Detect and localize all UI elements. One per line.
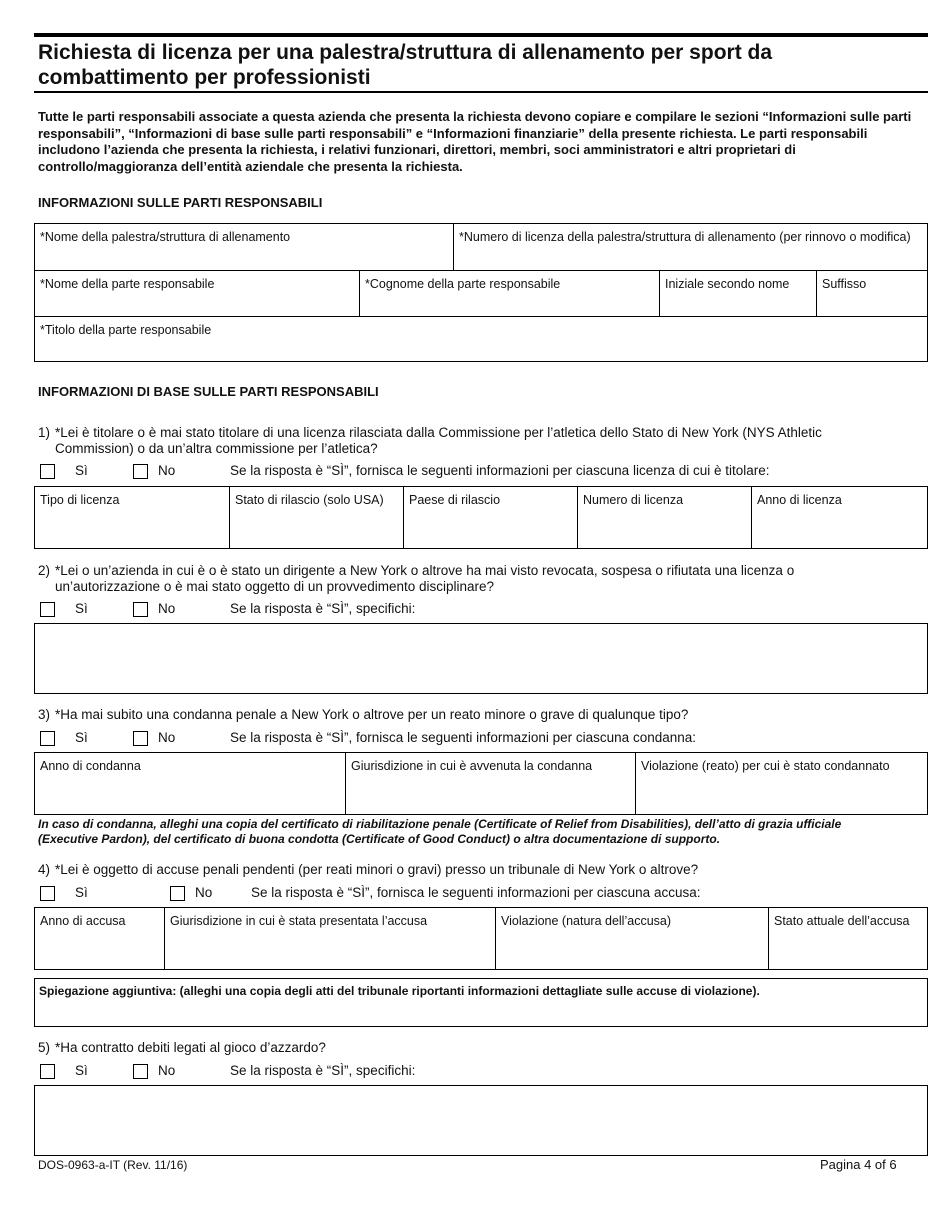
q4-status-field[interactable] (768, 908, 927, 969)
q3-yes-label: Sì (75, 730, 88, 745)
question-number: 5) (38, 1040, 51, 1055)
q1-country-field[interactable] (403, 487, 577, 548)
title-rule (34, 91, 928, 93)
question-2-text: *Lei o un’azienda in cui è o è stato un dirigente a New York o altrove ha mai visto revocata, sospesa o rifiutata una licenza o (55, 563, 795, 578)
q3-year-field[interactable] (35, 753, 345, 814)
column-header: Numero di licenza (583, 493, 684, 507)
question-4 (38, 862, 898, 878)
q3-no-checkbox[interactable] (133, 731, 148, 746)
q4-yes-label: Sì (75, 885, 88, 900)
row-gym (35, 224, 927, 270)
q4-charges-table (34, 907, 928, 970)
q5-yes-label: Sì (75, 1063, 88, 1078)
column-header: Giurisdizione in cui è avvenuta la condanna (351, 759, 593, 773)
column-header: Tipo di licenza (40, 493, 120, 507)
q3-note-line-2: (Executive Pardon), del certificato di buona condotta (Certificate of Good Conduct) o altra documentazione di supporto. (38, 832, 721, 846)
question-1-text: *Lei è titolare o è mai stato titolare di una licenza rilasciata dalla Commissione per l’atletica dello Stato di New York (NYS Athletic (55, 425, 822, 440)
suffix-label: Suffisso (822, 277, 867, 291)
q1-license-number-field[interactable] (577, 487, 751, 548)
last-name-label: *Cognome della parte responsabile (365, 277, 561, 291)
question-5 (38, 1040, 898, 1056)
middle-initial-label: Iniziale secondo nome (665, 277, 790, 291)
q1-if-yes-text: Se la risposta è “SÌ”, fornisca le seguenti informazioni per ciascuna licenza di cui è titolare: (230, 463, 770, 478)
q4-explanation-field[interactable] (34, 978, 928, 1027)
q1-yes-checkbox[interactable] (40, 464, 55, 479)
q3-jurisdiction-field[interactable] (345, 753, 635, 814)
q4-no-label: No (195, 885, 213, 900)
q2-yes-checkbox[interactable] (40, 602, 55, 617)
q1-yes-label: Sì (75, 463, 88, 478)
column-header: Paese di rilascio (409, 493, 501, 507)
q3-violation-field[interactable] (635, 753, 927, 814)
question-number: 1) (38, 425, 51, 440)
title-label: *Titolo della parte responsabile (40, 323, 212, 337)
column-header: Stato attuale dell’accusa (774, 914, 910, 928)
column-header: Violazione (natura dell’accusa) (501, 914, 672, 928)
question-number: 2) (38, 563, 51, 578)
question-2-text-cont: un’autorizzazione o è mai stato oggetto di un provvedimento disciplinare? (55, 579, 495, 594)
form-id: DOS-0963-a-IT (Rev. 11/16) (38, 1158, 188, 1172)
q2-no-checkbox[interactable] (133, 602, 148, 617)
q4-violation-field[interactable] (495, 908, 768, 969)
middle-initial-field[interactable] (659, 271, 816, 316)
first-name-field[interactable] (35, 271, 359, 316)
q1-no-label: No (158, 463, 176, 478)
title-field[interactable] (35, 317, 927, 361)
gym-name-field[interactable] (35, 224, 453, 270)
q2-no-label: No (158, 601, 176, 616)
q3-conviction-table (34, 752, 928, 815)
column-header: Giurisdizione in cui è stata presentata l’accusa (170, 914, 428, 928)
q2-details-field[interactable] (34, 623, 928, 694)
column-header: Violazione (reato) per cui è stato condannato (641, 759, 890, 773)
last-name-field[interactable] (359, 271, 659, 316)
row-title (35, 317, 927, 361)
page-number: Pagina 4 of 6 (820, 1157, 897, 1172)
q1-license-type-field[interactable] (35, 487, 229, 548)
question-3 (38, 707, 898, 723)
page-title: Richiesta di licenza per una palestra/struttura di allenamento per sport da combattimento per professionisti (38, 41, 773, 89)
question-1 (38, 425, 898, 457)
column-header: Anno di accusa (40, 914, 126, 928)
q4-yes-checkbox[interactable] (40, 886, 55, 901)
column-header: Anno di licenza (757, 493, 842, 507)
q5-no-label: No (158, 1063, 176, 1078)
q4-jurisdiction-field[interactable] (164, 908, 495, 969)
question-3-text: *Ha mai subito una condanna penale a New York o altrove per un reato minore o grave di qualunque tipo? (55, 707, 689, 722)
q4-if-yes-text: Se la risposta è “SÌ”, fornisca le seguenti informazioni per ciascuna accusa: (251, 885, 701, 900)
q2-if-yes-text: Se la risposta è “SÌ”, specifichi: (230, 601, 416, 616)
question-5-text: *Ha contratto debiti legati al gioco d’azzardo? (55, 1040, 326, 1055)
q5-no-checkbox[interactable] (133, 1064, 148, 1079)
q2-yes-label: Sì (75, 601, 88, 616)
q4-no-checkbox[interactable] (170, 886, 185, 901)
section-heading-background: INFORMAZIONI DI BASE SULLE PARTI RESPONSABILI (38, 384, 379, 399)
q3-no-label: No (158, 730, 176, 745)
row-name (35, 271, 927, 316)
gym-name-label: *Nome della palestra/struttura di allenamento (40, 230, 291, 244)
q3-note (38, 817, 918, 847)
q4-explanation-label: Spiegazione aggiuntiva: (alleghi una copia degli atti del tribunale riportanti informazioni dettagliate sulle accuse di violazione). (39, 984, 760, 998)
column-header: Stato di rilascio (solo USA) (235, 493, 384, 507)
responsible-party-table (34, 223, 928, 362)
q1-license-year-field[interactable] (751, 487, 927, 548)
top-rule (34, 33, 928, 37)
intro-paragraph: Tutte le parti responsabili associate a questa azienda che presenta la richiesta devono copiare e compilare le sezioni “Informazioni sulle parti responsabili”, “Informazioni di base sulle parti responsabili” e “Informazioni finanziarie” della presente richiesta. Le parti responsabili includono l’azienda che presenta la richiesta, i relativi funzionari, direttori, membri, soci amministratori e altri proprietari di controllo/maggioranza dell’entità aziendale che presenta la richiesta. (38, 109, 912, 174)
question-4-text: *Lei è oggetto di accuse penali pendenti (per reati minori o gravi) presso un tribunale di New York o altrove? (55, 862, 699, 877)
q1-no-checkbox[interactable] (133, 464, 148, 479)
q5-if-yes-text: Se la risposta è “SÌ”, specifichi: (230, 1063, 416, 1078)
q3-yes-checkbox[interactable] (40, 731, 55, 746)
q1-state-field[interactable] (229, 487, 403, 548)
question-number: 4) (38, 862, 51, 877)
q1-license-table (34, 486, 928, 549)
question-number: 3) (38, 707, 51, 722)
q3-if-yes-text: Se la risposta è “SÌ”, fornisca le seguenti informazioni per ciascuna condanna: (230, 730, 697, 745)
q5-details-field[interactable] (34, 1085, 928, 1156)
question-1-text-cont: Commission) o da un’altra commissione per l’atletica? (55, 441, 378, 456)
suffix-field[interactable] (816, 271, 927, 316)
q4-year-field[interactable] (35, 908, 164, 969)
question-2 (38, 563, 898, 595)
column-header: Anno di condanna (40, 759, 141, 773)
license-number-field[interactable] (453, 224, 927, 270)
license-number-label: *Numero di licenza della palestra/struttura di allenamento (per rinnovo o modifica) (459, 230, 911, 244)
q5-yes-checkbox[interactable] (40, 1064, 55, 1079)
first-name-label: *Nome della parte responsabile (40, 277, 215, 291)
q3-note-line-1: In caso di condanna, alleghi una copia del certificato di riabilitazione penale (Certificate of Relief from Disabilities), dell’atto di grazia ufficiale (38, 817, 842, 831)
section-heading-responsible-parties: INFORMAZIONI SULLE PARTI RESPONSABILI (38, 195, 323, 210)
